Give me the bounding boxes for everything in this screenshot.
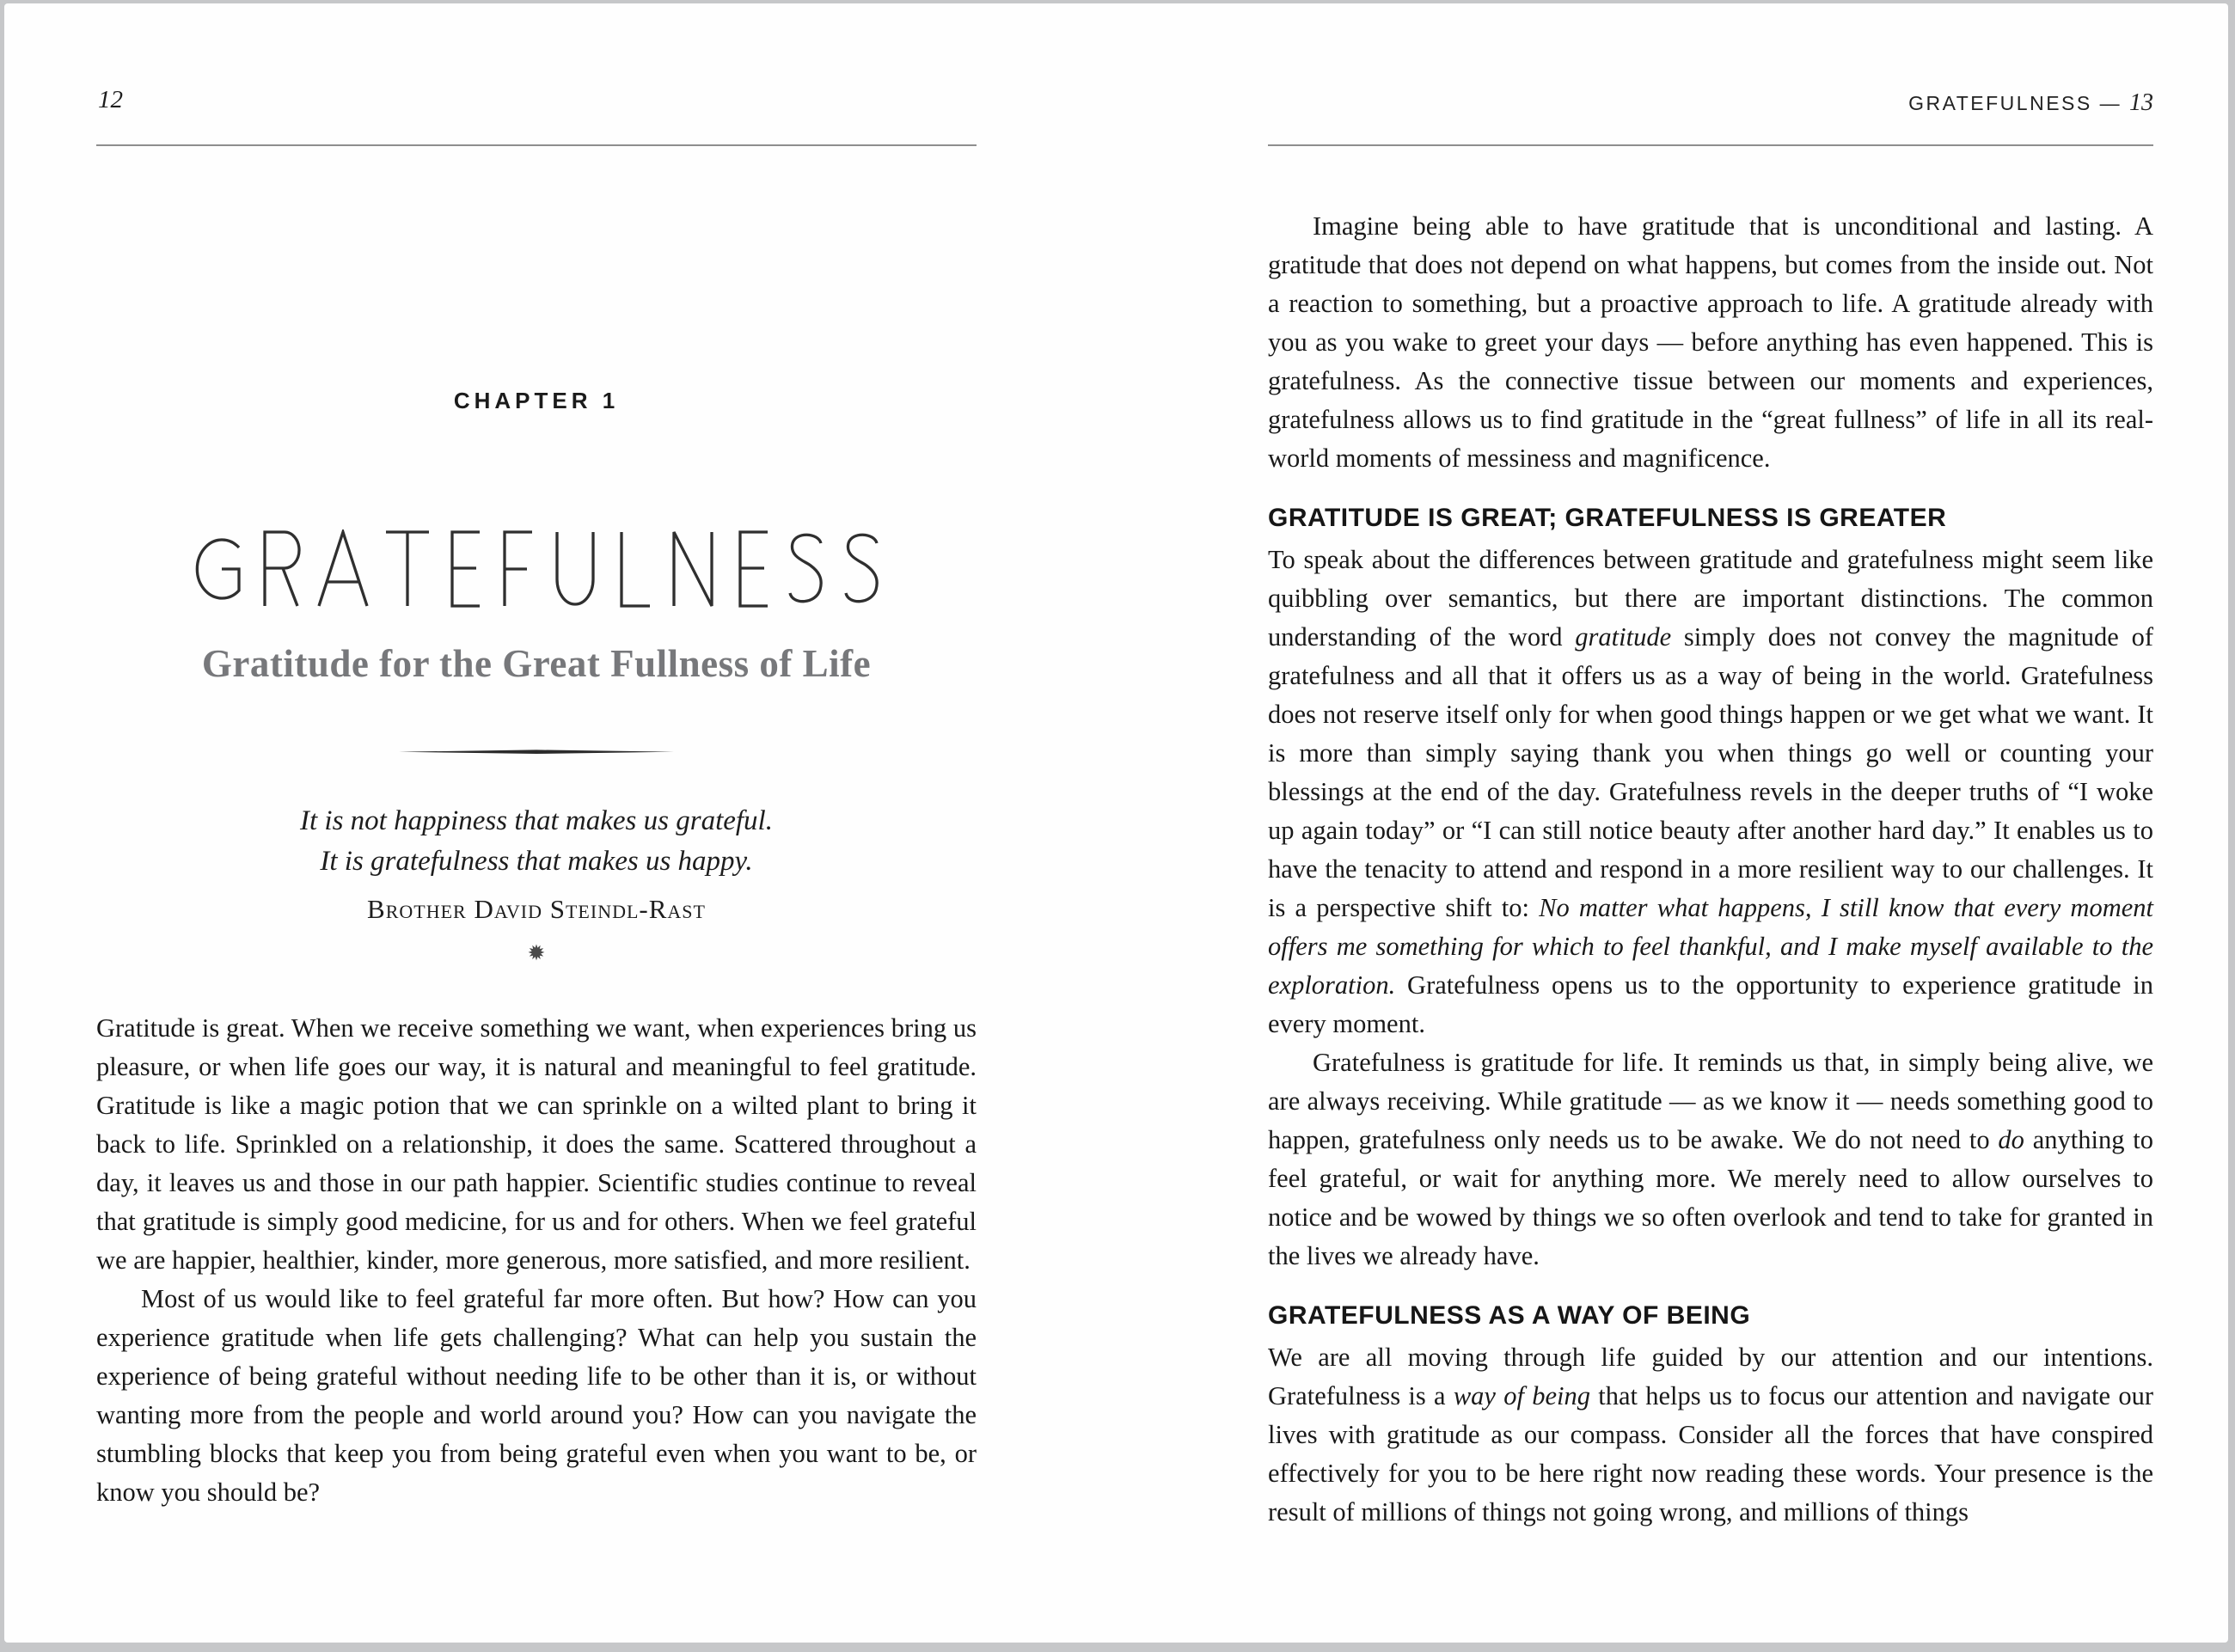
- page-left: [96, 3, 977, 1643]
- section-heading: GRATITUDE IS GREAT; GRATEFULNESS IS GREATER: [1268, 504, 1947, 532]
- epigraph-line: It is not happiness that makes us grateful.: [300, 805, 773, 836]
- body-paragraph: Gratefulness is gratitude for life. It reminds us that, in simply being alive, we are always receiving. While gratitude — as we know it — needs something good to happen, gratefulness only needs us to be awake. We do not need to do anything to feel grateful, or wait for anything more. We merely need to allow ourselves to notice and be wowed by things we so often overlook and tend to take for granted in the lives we already have.: [1268, 1048, 2153, 1270]
- page-right: [1268, 3, 2153, 1643]
- body-paragraph: Imagine being able to have gratitude that is unconditional and lasting. A gratitude that does not depend on what happens, but comes from the inside out. Not a reaction to something, but a proactive approach to life. A gratitude already with you as you wake to greet your days — before anything has even happened. This is gratefulness. As the connective tissue between our moments and experiences, gratefulness allows us to find gratitude in the “great fullness” of life in all its real-world moments of messiness and magnificence.: [1268, 211, 2153, 473]
- body-paragraph: To speak about the differences between gratitude and gratefulness might seem like quibbling over semantics, but there are important distinctions. The common understanding of the word gratitude simply does not convey the magnitude of gratefulness and all that it offers us as a way of being in the world. Gratefulness does not reserve itself only for when good things happen or we get what we want. It is more than simply saying thank you when things go well or counting your blessings at the end of the day. Gratefulness revels in the deeper truths of “I woke up again today” or “I can still notice beauty after another hard day.” It enables us to have the tenacity to attend and respond in a more resilient way to our challenges. It is a perspective shift to: No matter what happens, I still know that every moment offers me something for which to feel thankful, and I make myself available to the exploration. Gratefulness opens us to the opportunity to experience gratitude in every moment.: [1268, 545, 2153, 1038]
- section-heading: GRATEFULNESS AS A WAY OF BEING: [1268, 1301, 1751, 1330]
- body-copy-left: [96, 1009, 977, 1512]
- body-copy-right: [1268, 207, 2153, 1532]
- chapter-subtitle: Gratitude for the Great Fullness of Life: [201, 642, 872, 685]
- body-paragraph: Most of us would like to feel grateful far more often. But how? How can you experience gratitude when life gets challenging? What can help you sustain the experience of being grateful without needing life to be other than it is, or without wanting more from the people and world around you? How can you navigate the stumbling blocks that keep you from being grateful even when you want to be, or know you should be?: [96, 1284, 977, 1507]
- section-intro: [1268, 207, 2153, 478]
- folio-right: 13: [2129, 89, 2153, 116]
- folio-left: 12: [98, 86, 123, 113]
- epigraph-attribution: Brother David Steindl-Rast: [367, 894, 706, 924]
- running-header: [1908, 89, 2153, 117]
- section-gratitude-is-great: [1268, 504, 2153, 1276]
- header-rule-left: [96, 144, 977, 146]
- tapered-divider: [96, 750, 977, 755]
- section-way-of-being: [1268, 1301, 2153, 1532]
- epigraph: [96, 801, 977, 929]
- star-ornament-icon: ✹: [527, 940, 546, 965]
- body-paragraph: Gratitude is great. When we receive something we want, when experiences bring us pleasure, or when life goes our way, it is natural and meaningful to feel gratitude. Gratitude is like a magic potion that we can sprinkle on a wilted plant to bring it back to life. Sprinkled on a relationship, it does the same. Scattered throughout a day, it leaves us and those in our path happier. Scientific studies continue to reveal that gratitude is simply good medicine, for us and for others. When we feel grateful we are happier, healthier, kinder, more generous, more satisfied, and more resilient.: [96, 1013, 977, 1275]
- section-paragraphs: [1268, 207, 2153, 478]
- chapter-label: CHAPTER 1: [453, 388, 620, 413]
- book-spread: [4, 3, 2228, 1643]
- section-paragraphs: [1268, 541, 2153, 1276]
- chapter-title: [96, 529, 977, 609]
- header-rule-right: [1268, 144, 2153, 146]
- section-paragraphs: [1268, 1338, 2153, 1532]
- running-title: GRATEFULNESS —: [1908, 92, 2122, 114]
- body-paragraph: We are all moving through life guided by our attention and our intentions. Gratefulness is a way of being that helps us to focus our attention and navigate our lives with gratitude as our compass. Consider all the forces that have conspired effectively for you to be here right now reading these words. Your presence is the result of millions of things not going wrong, and millions of things: [1268, 1343, 2153, 1527]
- epigraph-line: It is gratefulness that makes us happy.: [320, 846, 753, 877]
- tapered-divider-shape: [399, 750, 674, 755]
